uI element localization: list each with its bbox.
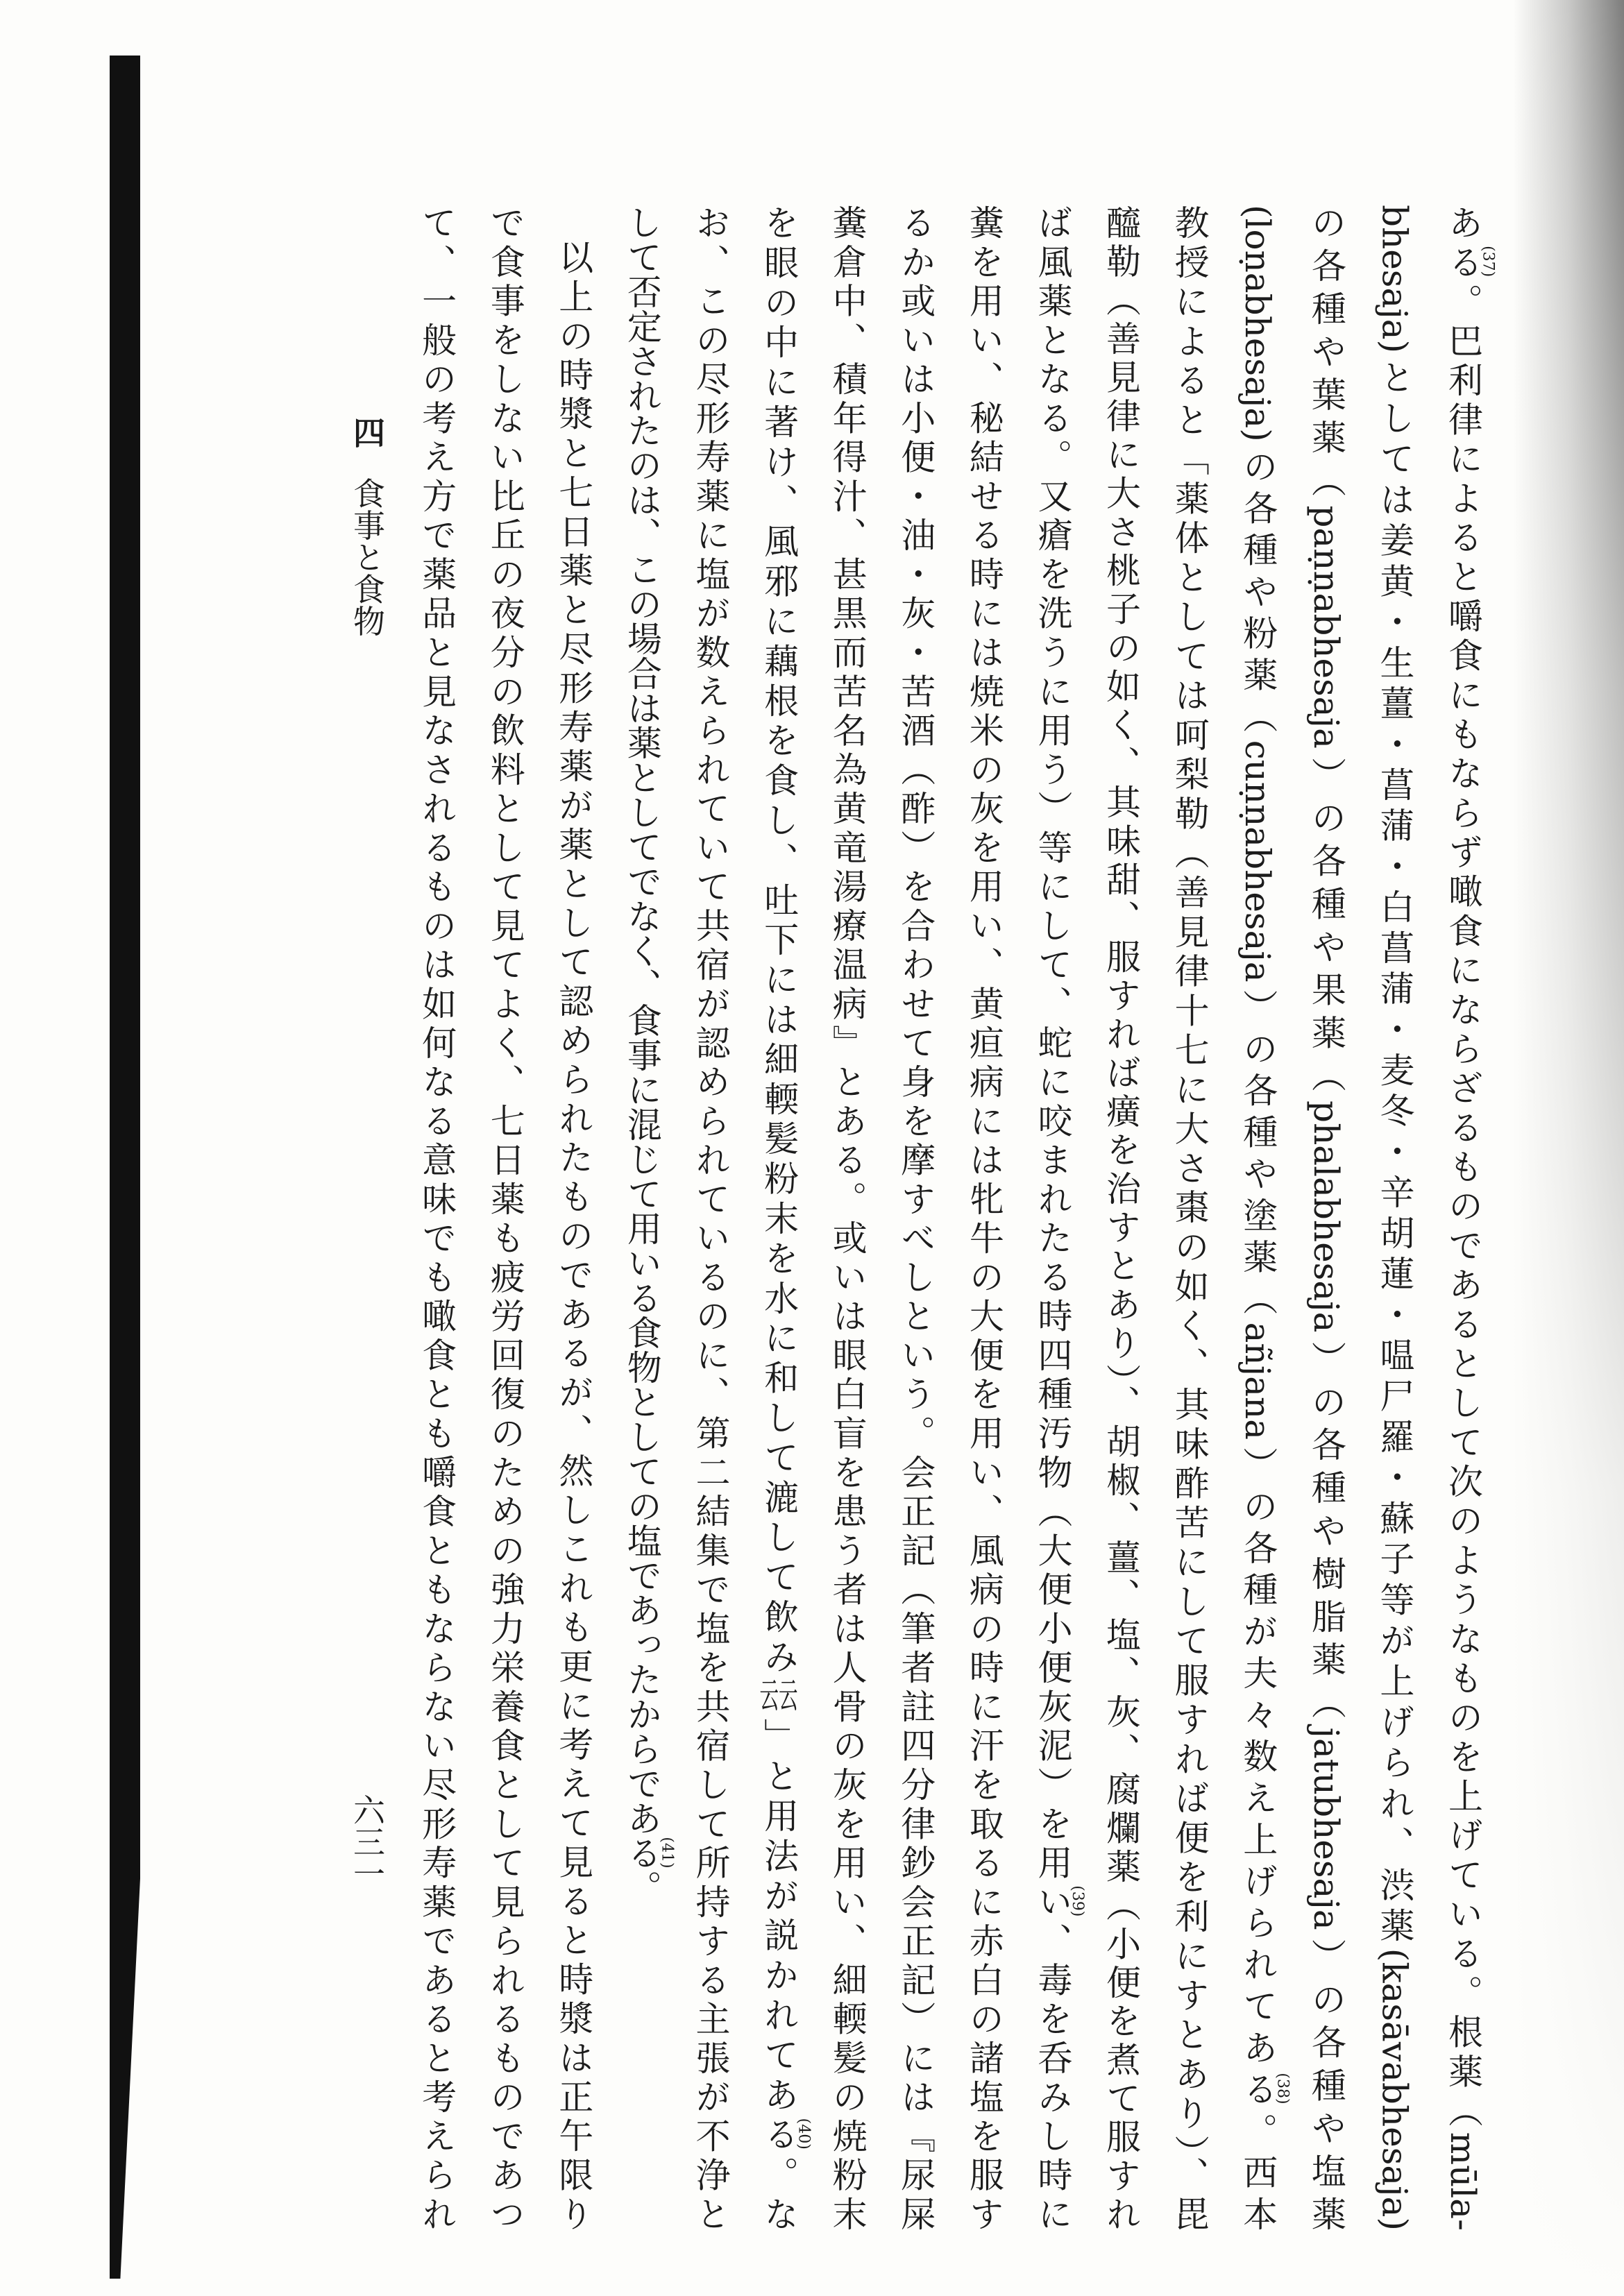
section-title: 食事と食物 (348, 477, 386, 637)
footnote-ref (1032, 1883, 1086, 1923)
text-column-16: て、一般の考え方で薬品と見なされるものは如何なる意味でも噉食とも嚼食ともならない尽形寿薬であると考えられ (416, 205, 457, 2231)
text-run: を眼の中に著け、風邪に藕根を食し、吐下には細輭髪粉末を水に和して漉して飲み (759, 205, 800, 1678)
text-run: して否定されたのは、この場合は薬としてでなく、食事に混じて用いる食物としての塩であったからであ (621, 205, 662, 1835)
text-run: 。巴利律によると嚼食にもならず噉食にならざるものであるとして次のようなものを上げている。根薬（mūla- (1443, 283, 1483, 2231)
text-run: ば風薬となる。又瘡を洗うに用う）等にして、蛇に咬まれたる時四種汚物（大便小便灰泥）を用 (1032, 205, 1073, 1884)
warichu-note: 云云 (759, 1678, 798, 1713)
text-column-7 (1018, 205, 1087, 2231)
text-column-8: 糞を用い、秘結せる時には焼米の灰を用い、黄疸病には牝牛の大便を用い、風病の時に汗を取るに赤白の諸塩を服す (963, 205, 1004, 2231)
footnote-anchor-char: る (621, 1835, 662, 1870)
text-column-13 (607, 205, 676, 2231)
text-run: (loṇabhesaja)の各種や粉薬（cuṇṇabhesaja）の各種や塗薬（añjana）の各種が夫々数え上げられてあ (1237, 205, 1278, 2071)
section-number: 四 (348, 416, 386, 448)
text-column-6: 醯勒（善見律に大さ桃子の如く、其味甜、服すれば癀を治すとあり）、胡椒、薑、塩、灰、腐爛薬（小便を煮て服すれ (1101, 205, 1142, 2231)
text-column-11 (744, 205, 813, 2231)
text-run: 、毒を呑みし時に (1032, 1923, 1073, 2231)
text-column-9: るか或いは小便・油・灰・苦酒（酢）を合わせて身を摩すべしという。会正記（筆者註四分律鈔会正記）には『尿屎 (895, 205, 936, 2231)
body-text (402, 205, 1497, 2231)
text-column-12: お、この尽形寿薬に塩が数えられていて共宿が認められているのに、第二結集で塩を共宿して所持する主張が不浄と (690, 205, 731, 2231)
footnote-anchor-char: る (759, 2116, 800, 2157)
text-column-3: の各種や葉薬（paṇṇabhesaja）の各種や果薬（phalabhesaja）の各種や樹脂薬（jatubhesaja）の各種や塩薬 (1305, 205, 1346, 2231)
footnote-number: (41) (658, 1835, 676, 1870)
text-column-1 (1428, 205, 1497, 2231)
running-head (333, 416, 401, 652)
text-run: 。な (759, 2156, 800, 2231)
scan-edge-shadow (1513, 0, 1624, 2296)
footnote-number: (40) (795, 2116, 813, 2152)
page-number: 六三一 (348, 1794, 386, 1889)
text-column-15: で食事をしない比丘の夜分の飲料として見てよく、七日薬も疲労回復のための強力栄養食として見られるものであつ (484, 205, 525, 2231)
footnote-ref (1237, 2071, 1292, 2113)
text-run: あ (1443, 205, 1483, 244)
text-run: 」と用法が説かれてあ (759, 1718, 800, 2117)
text-column-10: 糞倉中、積年得汁、甚黒而苦名為黄竜湯療温病』とある。或いは眼白盲を患う者は人骨の灰を用い、細輭髪の焼粉末 (827, 205, 868, 2231)
footnote-ref (621, 1835, 676, 1870)
binding-edge-shadow (110, 56, 140, 2279)
text-run: 。 (621, 1870, 662, 1905)
text-column-4 (1224, 205, 1292, 2231)
text-column-2: bhesaja)としては姜黄・生薑・菖蒲・白菖蒲・麦冬・辛胡蓮・嗢尸羅・蘇子等が上げられ、渋薬(kasāvabhesaja) (1374, 205, 1415, 2231)
footnote-anchor-char: る (1443, 244, 1483, 284)
footnote-number: (38) (1274, 2071, 1292, 2107)
footnote-anchor-char: い (1032, 1883, 1073, 1923)
footnote-anchor-char: る (1237, 2071, 1278, 2113)
footnote-ref (1443, 244, 1497, 284)
footnote-ref (759, 2116, 813, 2157)
footnote-number: (37) (1479, 244, 1497, 279)
text-column-14: 以上の時漿と七日薬と尽形寿薬が薬として認められたものであるが、然しこれも更に考えて見ると時漿は正午限り (553, 239, 594, 2231)
text-run: 。西本 (1237, 2113, 1278, 2231)
text-column-5: 教授によると「薬体としては呵梨勒（善見律十七に大さ棗の如く、其味酢苦にして服すれば便を利にすとあり）、毘 (1169, 205, 1210, 2231)
footnote-number: (39) (1068, 1883, 1086, 1919)
